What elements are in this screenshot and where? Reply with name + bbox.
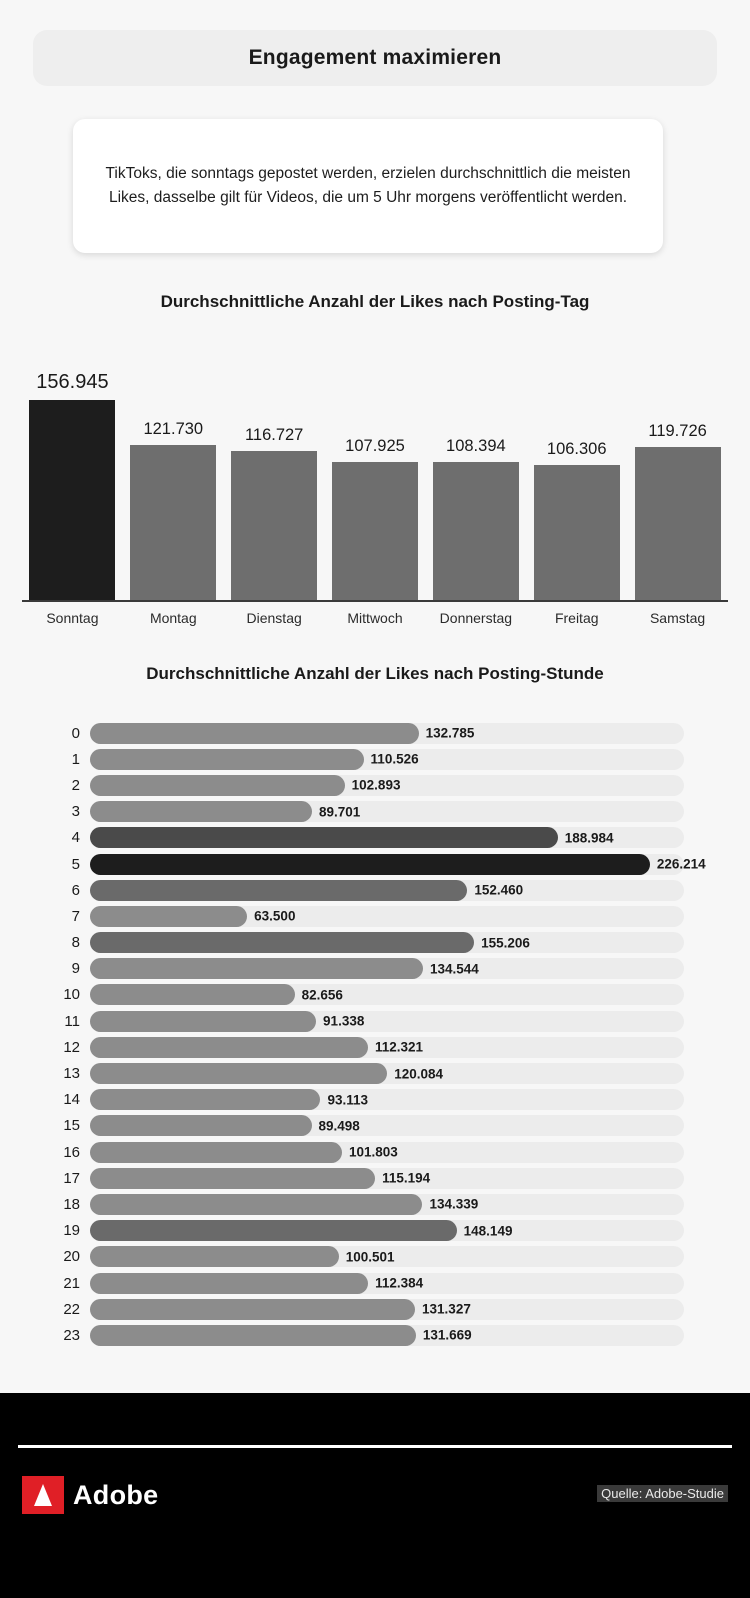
- hour-track: [90, 932, 684, 953]
- hour-bar-value: 110.526: [370, 751, 419, 767]
- hour-bar: [90, 1220, 457, 1241]
- hour-bar: [90, 1194, 422, 1215]
- hour-track: [90, 749, 684, 770]
- day-bar-column: [425, 352, 526, 600]
- hour-bar: [90, 1115, 312, 1136]
- day-chart-title: Durchschnittliche Anzahl der Likes nach Posting-Tag: [160, 292, 590, 311]
- hour-label: 19: [63, 1222, 80, 1240]
- hour-bar: [90, 1037, 368, 1058]
- hour-track: [90, 854, 706, 875]
- hour-track: [90, 1011, 684, 1032]
- hour-row: [50, 1218, 684, 1244]
- day-category-label: Dienstag: [246, 610, 302, 626]
- hour-row: [50, 825, 684, 851]
- day-bar-column: [325, 352, 426, 600]
- day-bar-value: 119.726: [648, 422, 707, 440]
- hour-row: [50, 982, 684, 1008]
- hour-bar-value: 112.384: [375, 1275, 424, 1291]
- hour-bar-value: 82.656: [301, 987, 343, 1003]
- hour-bar-value: 112.321: [374, 1039, 424, 1055]
- day-chart-axis: [22, 600, 728, 602]
- hour-bar: [90, 749, 364, 770]
- day-bar-value: 108.394: [446, 437, 506, 455]
- day-bar-value: 116.727: [244, 426, 304, 444]
- hour-row: [50, 877, 684, 903]
- hour-label: 16: [63, 1143, 80, 1161]
- hour-label: 13: [63, 1065, 80, 1083]
- hour-row: [50, 1191, 684, 1217]
- hour-row: [50, 1244, 684, 1270]
- hour-label: 20: [63, 1248, 80, 1266]
- day-bar-column: [224, 352, 325, 600]
- day-bar: [534, 465, 620, 600]
- hour-track: [90, 801, 684, 822]
- hour-bar-value: 131.327: [422, 1301, 471, 1317]
- day-category-label: Mittwoch: [347, 610, 403, 626]
- day-bar: [635, 447, 721, 600]
- hour-row: [50, 1113, 684, 1139]
- hour-bar: [90, 984, 295, 1005]
- day-category-label: Samstag: [649, 610, 706, 626]
- hour-track: [90, 906, 684, 927]
- day-bar: [433, 462, 519, 600]
- hour-bar: [90, 1168, 375, 1189]
- adobe-logo: [22, 1476, 159, 1514]
- page-title: Engagement maximieren: [248, 46, 502, 69]
- day-bar-column: [123, 352, 224, 600]
- hour-row: [50, 851, 706, 877]
- hour-bar: [90, 723, 419, 744]
- day-chart: [22, 352, 728, 602]
- hour-bar: [90, 1142, 342, 1163]
- hour-label: 18: [63, 1195, 80, 1213]
- hour-bar-value: 132.785: [425, 725, 475, 741]
- day-bar-column: [22, 352, 123, 600]
- adobe-wordmark: Adobe: [73, 1479, 159, 1510]
- hour-bar-value: 89.701: [319, 804, 361, 820]
- hour-bar-value: 93.113: [327, 1092, 368, 1108]
- hour-bar: [90, 1089, 320, 1110]
- hour-row: [50, 930, 684, 956]
- hour-label: 1: [71, 750, 80, 768]
- hour-chart-title: Durchschnittliche Anzahl der Likes nach Posting-Stunde: [146, 664, 604, 683]
- hour-row: [50, 720, 684, 746]
- hour-label: 22: [63, 1300, 80, 1318]
- hour-label: 7: [71, 907, 80, 925]
- hour-row: [50, 772, 684, 798]
- day-bar: [231, 451, 317, 600]
- insight-callout-text: TikToks, die sonntags gepostet werden, erzielen durchschnittlich die meisten Likes, dasselbe gilt für Videos, die um 5 Uhr morgens veröffentlicht werden.: [105, 165, 631, 206]
- hour-bar: [90, 880, 467, 901]
- hour-track: [90, 1142, 684, 1163]
- hour-track: [90, 1168, 684, 1189]
- hour-row: [50, 1034, 684, 1060]
- hour-track: [90, 723, 684, 744]
- hour-bar-value: 63.500: [254, 908, 296, 924]
- hour-bar-value: 152.460: [474, 882, 524, 898]
- hour-row: [50, 1270, 684, 1296]
- hour-row: [50, 956, 684, 982]
- hour-label: 10: [63, 986, 80, 1004]
- day-bar: [332, 462, 418, 600]
- hour-bar-value: 91.338: [323, 1013, 365, 1029]
- day-category-label: Freitag: [554, 610, 599, 626]
- hour-chart: [50, 720, 706, 1349]
- hour-bar: [90, 1299, 415, 1320]
- header-banner: [33, 30, 717, 86]
- hour-bar: [90, 906, 247, 927]
- hour-track: [90, 1246, 684, 1267]
- hour-row: [50, 1165, 684, 1191]
- hour-track: [90, 1194, 684, 1215]
- day-bar-value: 106.306: [546, 440, 607, 458]
- hour-track: [90, 1220, 684, 1241]
- hour-bar: [90, 801, 312, 822]
- hour-bar: [90, 1246, 339, 1267]
- hour-label: 0: [71, 724, 80, 742]
- footer-divider: [18, 1445, 732, 1448]
- day-bar-column: [526, 352, 627, 600]
- hour-bar-value: 101.803: [348, 1144, 398, 1160]
- day-bar-value: 107.925: [345, 437, 405, 455]
- hour-track: [90, 1299, 684, 1320]
- hour-bar: [90, 854, 650, 875]
- hour-label: 8: [71, 934, 80, 952]
- hour-row: [50, 903, 684, 929]
- hour-label: 9: [71, 960, 80, 978]
- adobe-mark-icon: [22, 1476, 64, 1514]
- hour-bar: [90, 1063, 387, 1084]
- day-category-label: Donnerstag: [439, 610, 513, 626]
- hour-label: 23: [63, 1326, 80, 1344]
- day-bar: [130, 445, 216, 600]
- hour-bar: [90, 827, 558, 848]
- hour-bar-value: 188.984: [564, 830, 614, 846]
- hour-track: [90, 984, 684, 1005]
- hour-row: [50, 1087, 684, 1113]
- day-category-label: Montag: [149, 610, 197, 626]
- hour-track: [90, 775, 684, 796]
- hour-track: [90, 1089, 684, 1110]
- hour-track: [90, 1063, 684, 1084]
- day-bar-column: [627, 352, 728, 600]
- hour-label: 6: [71, 881, 80, 899]
- hour-bar: [90, 958, 423, 979]
- hour-track: [90, 1115, 684, 1136]
- hour-label: 17: [63, 1169, 80, 1187]
- hour-bar-value: 134.544: [429, 961, 479, 977]
- hour-bar-value: 226.214: [656, 856, 706, 872]
- source-note: Quelle: Adobe-Studie: [597, 1485, 728, 1502]
- hour-track: [90, 1037, 684, 1058]
- hour-track: [90, 827, 684, 848]
- hour-label: 21: [63, 1274, 80, 1292]
- hour-label: 15: [63, 1117, 80, 1135]
- hour-bar: [90, 932, 474, 953]
- hour-row: [50, 1060, 684, 1086]
- hour-bar: [90, 1011, 316, 1032]
- hour-label: 2: [71, 776, 80, 794]
- day-chart-category-labels: [22, 610, 728, 626]
- hour-bar-value: 89.498: [318, 1118, 360, 1134]
- hour-bar: [90, 1273, 368, 1294]
- hour-track: [90, 1325, 684, 1346]
- hour-track: [90, 1273, 684, 1294]
- hour-bar-value: 100.501: [345, 1249, 395, 1265]
- hour-track: [90, 958, 684, 979]
- hour-bar-value: 131.669: [422, 1327, 472, 1343]
- hour-label: 11: [64, 1012, 80, 1030]
- hour-bar-value: 148.149: [463, 1223, 513, 1239]
- day-category-label: Sonntag: [46, 610, 99, 626]
- day-bar-value: 121.730: [143, 420, 204, 438]
- hour-row: [50, 1008, 684, 1034]
- hour-row: [50, 1322, 684, 1348]
- hour-bar: [90, 775, 345, 796]
- hour-label: 5: [71, 855, 80, 873]
- hour-bar: [90, 1325, 416, 1346]
- hour-bar-value: 120.084: [394, 1066, 444, 1082]
- hour-row: [50, 746, 684, 772]
- day-bar-value: 156.945: [36, 371, 109, 393]
- hour-row: [50, 1296, 684, 1322]
- hour-label: 3: [71, 803, 80, 821]
- hour-bar-value: 134.339: [429, 1196, 479, 1212]
- hour-track: [90, 880, 684, 901]
- hour-bar-value: 155.206: [481, 935, 530, 951]
- hour-label: 14: [63, 1091, 80, 1109]
- hour-bar-value: 102.893: [351, 777, 401, 793]
- hour-row: [50, 799, 684, 825]
- hour-label: 12: [63, 1038, 80, 1056]
- footer-bar: [0, 1393, 750, 1598]
- hour-row: [50, 1139, 684, 1165]
- hour-bar-value: 115.194: [382, 1170, 431, 1186]
- hour-label: 4: [71, 829, 80, 847]
- day-bar: [29, 400, 115, 600]
- insight-callout-card: [73, 119, 663, 253]
